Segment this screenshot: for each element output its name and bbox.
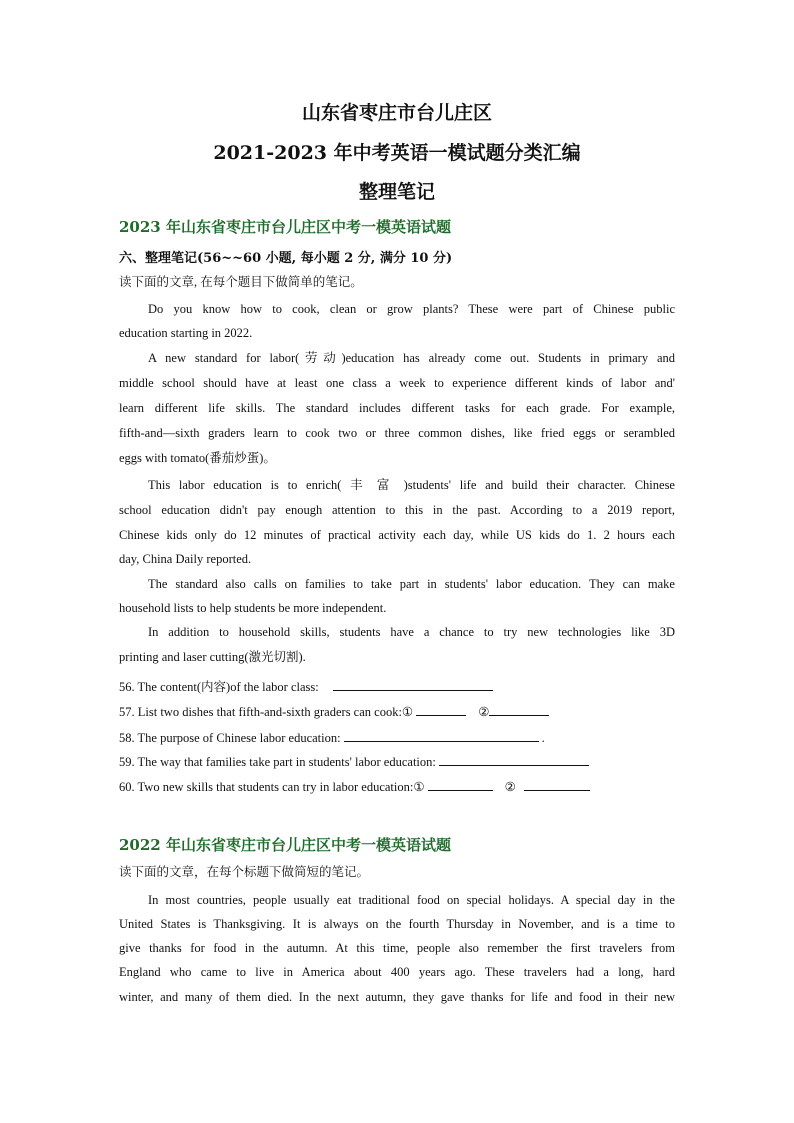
passage-line: day, China Daily reported. xyxy=(119,552,252,566)
passage-line: In most countries, people usually eat traditional food on special holidays. A special day in the xyxy=(148,893,675,907)
question-57-marker-2: ② xyxy=(478,705,490,719)
passage-line: eggs with tomato(番茄炒蛋)。 xyxy=(119,451,276,465)
question-56 xyxy=(119,677,496,695)
question-58 xyxy=(119,729,545,746)
question-59-text: 59. The way that families take part in students' labor education: xyxy=(119,755,436,769)
passage-line: A new standard for labor(劳动)education has already come out. Students in primary and xyxy=(148,351,675,365)
passage-line: The standard also calls on families to take part in students' labor education. They can make xyxy=(148,577,675,591)
question-58-period: . xyxy=(541,731,545,745)
passage-line: fifth-and—sixth graders learn to cook two or three common dishes, like fried eggs or serambled xyxy=(119,426,675,440)
passage-line: household lists to help students be more independent. xyxy=(119,601,387,615)
answer-blank-60b[interactable] xyxy=(524,778,590,791)
doc-title-collection: 2021-2023 年中考英语一模试题分类汇编 xyxy=(213,142,581,164)
question-60-marker-2: ② xyxy=(504,780,516,794)
passage-line: In addition to household skills, students have a chance to try new technologies like 3D xyxy=(148,625,675,639)
part-heading: 六、整理笔记(56~~60 小题, 每小题 2 分, 满分 10 分) xyxy=(119,251,453,266)
answer-blank-58[interactable] xyxy=(344,729,539,742)
passage-line: This labor education is to enrich( 丰 富 )students' life and build their character. Chinese xyxy=(148,478,675,492)
passage-line: England who came to live in America about 400 years ago. These travelers had a long, hard xyxy=(119,965,675,979)
question-57-text: 57. List two dishes that fifth-and-sixth graders can cook:① xyxy=(119,705,414,719)
passage-line: middle school should have at least one class a week to experience different kinds of labor and' xyxy=(119,376,675,390)
passage-line: printing and laser cutting(激光切割). xyxy=(119,650,306,664)
answer-blank-57b[interactable] xyxy=(489,703,549,716)
answer-blank-57a[interactable] xyxy=(416,703,466,716)
doc-title-region: 山东省枣庄市台儿庄区 xyxy=(301,102,492,124)
passage-line: United States is Thanksgiving. It is always on the fourth Thursday in November, and is a time to xyxy=(119,917,675,931)
question-60-text: 60. Two new skills that students can try in labor education:① xyxy=(119,780,425,794)
passage-line: education starting in 2022. xyxy=(119,326,253,340)
question-56-text: 56. The content(内容)of the labor class: xyxy=(119,680,319,694)
answer-blank-60a[interactable] xyxy=(428,778,493,791)
answer-blank-56[interactable] xyxy=(333,678,493,691)
question-60 xyxy=(119,778,593,795)
passage-line: Do you know how to cook, clean or grow plants? These were part of Chinese public xyxy=(148,302,675,316)
instruction-2023: 读下面的文章, 在每个题目下做简单的笔记。 xyxy=(119,275,363,289)
instruction-2022: 读下面的文章，在每个标题下做简短的笔记。 xyxy=(119,865,370,879)
question-59 xyxy=(119,753,592,770)
answer-blank-59[interactable] xyxy=(439,753,589,766)
passage-line: learn different life skills. The standard includes different tasks for each grade. For example, xyxy=(119,401,675,415)
passage-line: winter, and many of them died. In the next autumn, they gave thanks for life and food in their new xyxy=(119,990,675,1004)
question-58-text: 58. The purpose of Chinese labor education: xyxy=(119,731,341,745)
section-heading-2022: 2022 年山东省枣庄市台儿庄区中考一模英语试题 xyxy=(119,836,451,854)
section-heading-2023: 2023 年山东省枣庄市台儿庄区中考一模英语试题 xyxy=(119,218,451,236)
passage-line: school education didn't pay enough attention to this in the past. According to a 2019 report, xyxy=(119,503,675,517)
question-57 xyxy=(119,703,552,720)
passage-line: Chinese kids only do 12 minutes of practical activity each day, while US kids do 1. 2 hours each xyxy=(119,528,675,542)
passage-line: give thanks for food in the autumn. At this time, people also remember the first travelers from xyxy=(119,941,675,955)
doc-title-topic: 整理笔记 xyxy=(358,181,435,203)
